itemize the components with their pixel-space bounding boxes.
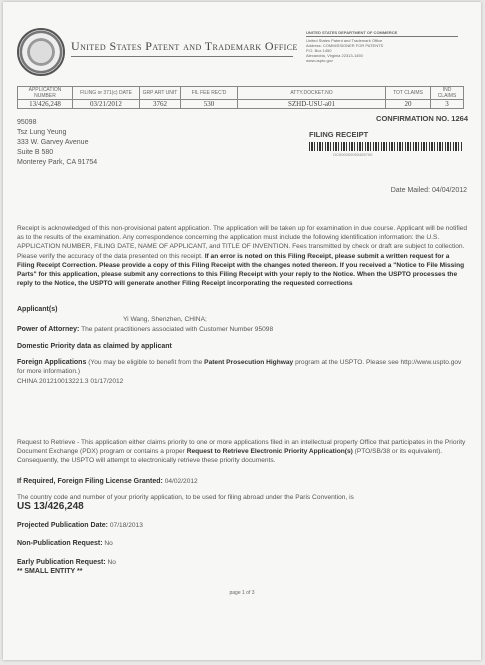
poa-text: The patent practitioners associated with Customer Number 95098	[81, 326, 274, 333]
non-publication-request	[17, 539, 467, 548]
foreign-license	[17, 477, 467, 486]
col-header: FIL FEE REC'D	[181, 87, 238, 100]
dept-line: www.uspto.gov	[306, 58, 333, 63]
page-number: page 1 of 3	[229, 590, 255, 596]
table-cell: 20	[386, 100, 431, 109]
pph-bold: Patent Prosecution Highway	[204, 359, 294, 366]
intro-paragraph	[17, 224, 467, 288]
col-header: TOT CLAIMS	[386, 87, 431, 100]
dept-divider	[306, 36, 458, 37]
dept-line: UNITED STATES DEPARTMENT OF COMMERCE	[306, 30, 398, 35]
retrieve-text: Request to Retrieve - This application either claims priority to one or more applications filed in an intellectual property Office that participates in the Priority Document Exchange (PDX) program or contains a proper	[17, 439, 466, 456]
confirmation-number: CONFIRMATION NO. 1264	[376, 114, 468, 123]
table-cell: SZHD-USU-a01	[238, 100, 386, 109]
pub-label: Projected Publication Date:	[17, 522, 109, 529]
application-table	[17, 86, 464, 109]
table-cell: 03/21/2012	[73, 100, 140, 109]
address-line: Tsz Lung Yeung	[17, 129, 67, 136]
table-cell: 3762	[140, 100, 181, 109]
early-publication-request	[17, 558, 467, 567]
address-line: 333 W. Garvey Avenue	[17, 139, 89, 146]
correspondence-address	[17, 118, 97, 168]
retrieve-bold: Request to Retrieve Electronic Priority Application(s)	[186, 448, 353, 456]
table-cell: 3	[431, 100, 464, 109]
power-of-attorney	[17, 325, 467, 334]
poa-label: Power of Attorney:	[17, 326, 80, 333]
col-header: FILING or 371(c) DATE	[73, 87, 140, 100]
col-header: ATTY.DOCKET.NO	[238, 87, 386, 100]
request-to-retrieve	[17, 438, 467, 466]
small-entity: ** SMALL ENTITY **	[17, 568, 83, 575]
col-header: IND CLAIMS	[431, 87, 464, 100]
publication-date	[17, 521, 467, 530]
domestic-priority-label: Domestic Priority data as claimed by applicant	[17, 343, 172, 350]
us-application-number: US 13/426,248	[17, 501, 84, 512]
retrieve-text-2: (PTO/SB/38 or its equivalent). Consequently, the USPTO will attempt to electronically retrieve these priority documents.	[17, 448, 443, 465]
pub-date: 07/18/2013	[109, 522, 143, 529]
dept-line: Address: COMMISSIONER FOR PATENTS	[306, 43, 384, 48]
applicant-name: Yi Wang, Shenzhen, CHINA;	[123, 316, 207, 323]
office-name: United States Patent and Trademark Office	[71, 39, 298, 53]
country-code-text: The country code and number of your priority application, to be used for filing abroad under the Paris Convention, is	[17, 494, 354, 501]
table-cell: 13/426,248	[18, 100, 73, 109]
uspto-seal-icon	[17, 28, 65, 76]
applicants-label: Applicant(s)	[17, 306, 58, 313]
intro-bold-text: If an error is noted on this Filing Receipt, please submit a written request for a Filing Receipt Correction. Please provide a copy of this Filing Receipt with the changes noted thereon. If you received a "Notice to File Missing Parts" for this application, please submit any corrections to this Filing Receipt with your reply to the Notice. When the USPTO processes the reply to the Notice, the USPTO will generate another Filing Receipt incorporating the requested corrections	[17, 252, 465, 288]
foreign-label: Foreign Applications	[17, 359, 87, 366]
barcode-number: OC000000053455700	[333, 152, 373, 157]
nonpub-value: No	[104, 540, 113, 547]
col-header: APPLICATION NUMBER	[18, 87, 73, 100]
foreign-text-2: program at the USPTO. Please see http://www.uspto.gov for more information.)	[17, 359, 462, 376]
intro-text: Receipt is acknowledged of this non-provisional patent application. The application will be taken up for examination in due course. Applicant will be notified as to the results of the examination. Any correspondence concerning the application must include the following identification information: the U.S. APPLICATION NUMBER, FILING DATE, NAME OF APPLICANT, and TITLE OF INVENTION. Fees transmitted by check or draft are subject to collection. Please verify the accuracy of the data presented on this receipt.	[17, 225, 467, 260]
address-line: Monterey Park, CA 91754	[17, 159, 98, 166]
date-mailed: Date Mailed: 04/04/2012	[390, 187, 467, 194]
license-date: 04/02/2012	[164, 478, 198, 485]
early-value: No	[107, 559, 116, 566]
early-label: Early Publication Request:	[17, 559, 106, 566]
foreign-text: (You may be eligible to benefit from the	[88, 359, 203, 366]
foreign-applications	[17, 358, 467, 376]
dept-line: P.O. Box 1450	[306, 48, 332, 53]
license-label: If Required, Foreign Filing License Granted:	[17, 478, 163, 485]
receipt-title: FILING RECEIPT	[309, 130, 369, 139]
address-line: 95098	[17, 119, 37, 126]
header-rule	[71, 56, 293, 57]
department-block	[306, 30, 458, 63]
barcode	[309, 142, 463, 151]
table-cell: 530	[181, 100, 238, 109]
nonpub-label: Non-Publication Request:	[17, 540, 103, 547]
col-header: GRP ART UNIT	[140, 87, 181, 100]
foreign-app-number: CHINA 201210013221.3 01/17/2012	[17, 378, 124, 385]
dept-line: Alexandria, Virginia 22313-1450	[306, 53, 363, 58]
address-line: Suite B 580	[17, 149, 54, 156]
filing-receipt-page	[3, 2, 481, 660]
dept-line: United States Patent and Trademark Office	[306, 38, 383, 43]
